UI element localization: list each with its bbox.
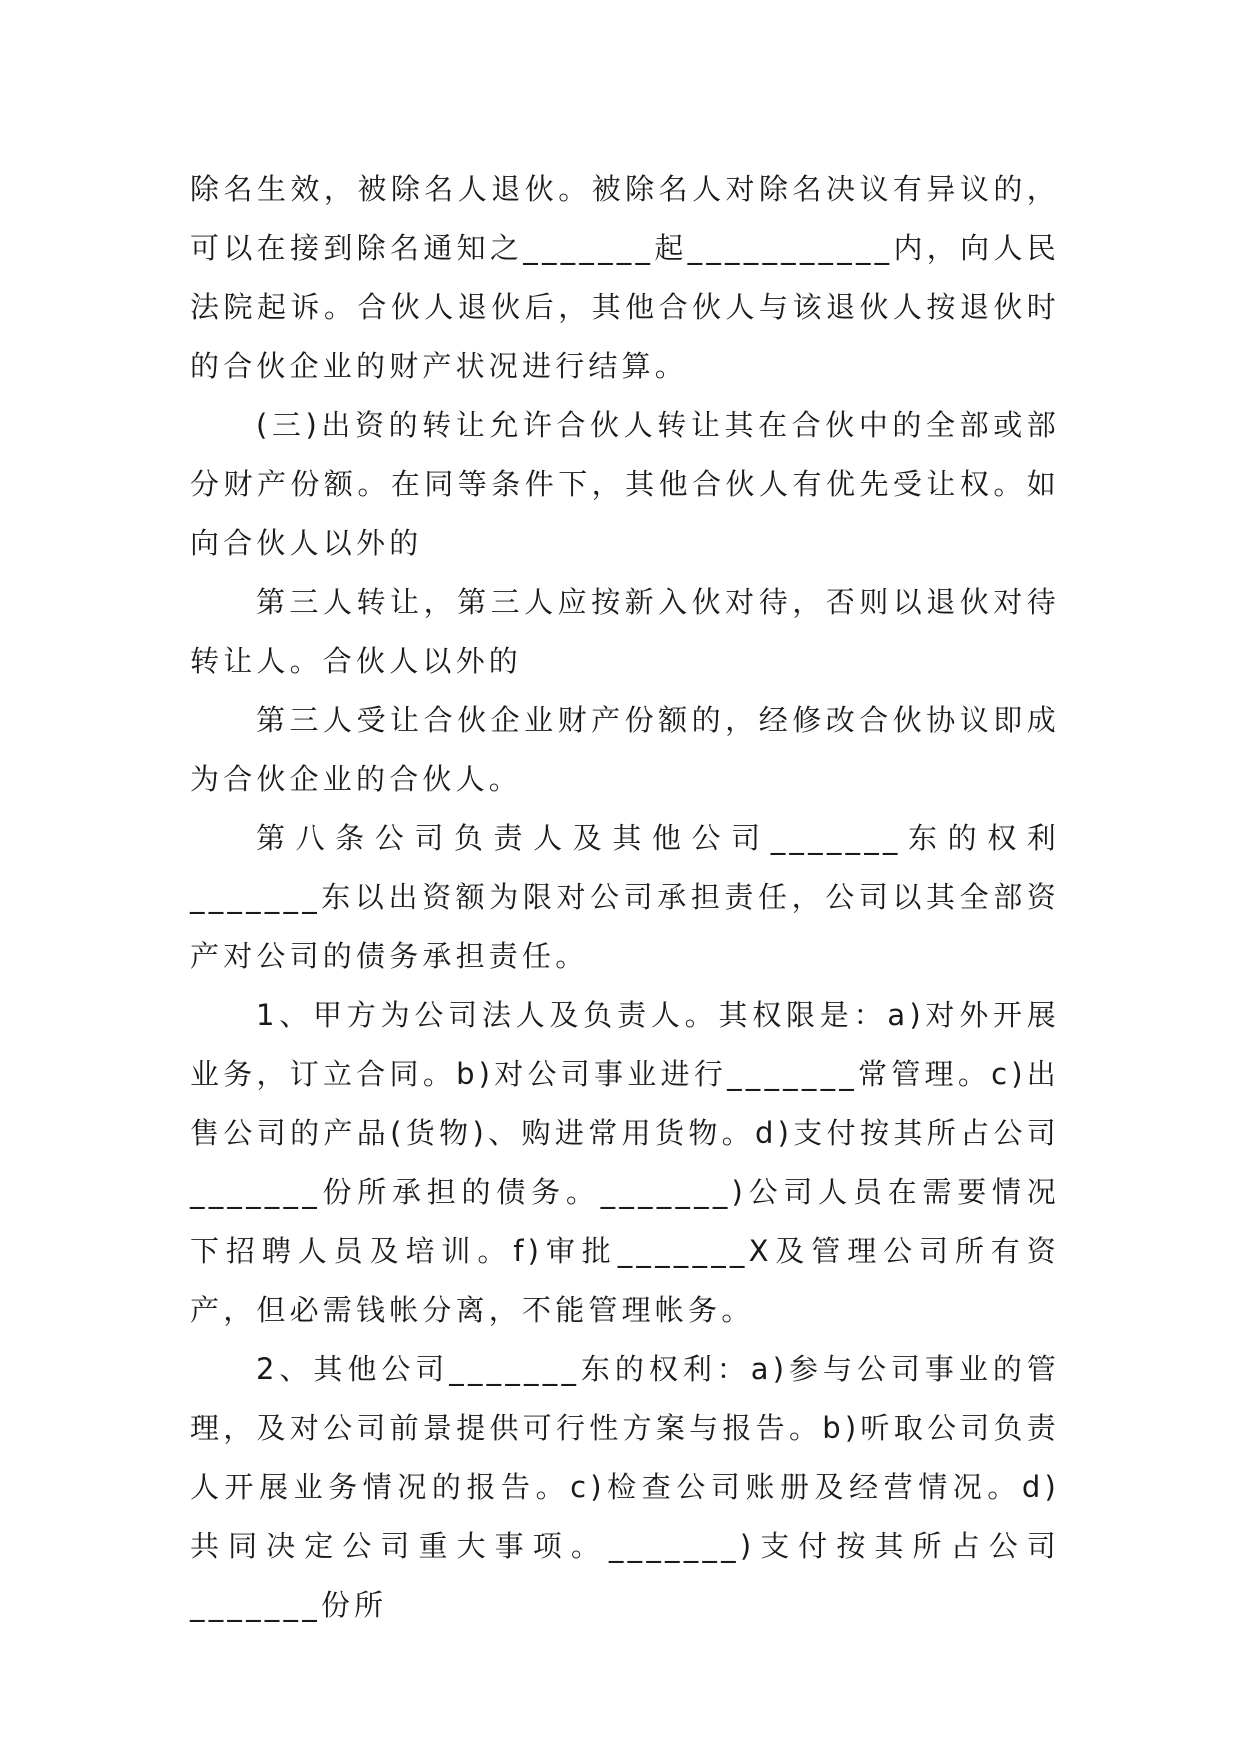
paragraph-other-shareholder-rights: 2、其他公司_______东的权利：a)参与公司事业的管理，及对公司前景提供可行性方案与报告。b)听取公司负责人开展业务情况的报告。c)检查公司账册及经营情况。d)共同决定公司重大事项。_______)支付按其所占公司_______份所 bbox=[190, 1352, 1060, 1622]
document-body bbox=[190, 160, 1060, 1635]
paragraph-capital-transfer: (三)出资的转让允许合伙人转让其在合伙中的全部或部分财产份额。在同等条件下，其他合伙人有优先受让权。如向合伙人以外的 bbox=[190, 408, 1060, 560]
paragraph-party-a-authority: 1、甲方为公司法人及负责人。其权限是：a)对外开展业务，订立合同。b)对公司事业进行_______常管理。c)出售公司的产品(货物)、购进常用货物。d)支付按其所占公司_______份所承担的债务。_______)公司人员在需要情况下招聘人员及培训。f)审批_______X及管理公司所有资产，但必需钱帐分离，不能管理帐务。 bbox=[190, 998, 1060, 1327]
paragraph-third-party-acquisition: 第三人受让合伙企业财产份额的，经修改合伙协议即成为合伙企业的合伙人。 bbox=[190, 703, 1060, 796]
paragraph-third-party-transfer: 第三人转让，第三人应按新入伙对待，否则以退伙对待转让人。合伙人以外的 bbox=[190, 585, 1060, 678]
paragraph-article-eight: 第八条公司负责人及其他公司_______东的权利_______东以出资额为限对公司承担责任，公司以其全部资产对公司的债务承担责任。 bbox=[190, 821, 1060, 973]
paragraph-dismissal-effect: 除名生效，被除名人退伙。被除名人对除名决议有异议的，可以在接到除名通知之_______起___________内，向人民法院起诉。合伙人退伙后，其他合伙人与该退伙人按退伙时的合伙企业的财产状况进行结算。 bbox=[190, 172, 1060, 383]
